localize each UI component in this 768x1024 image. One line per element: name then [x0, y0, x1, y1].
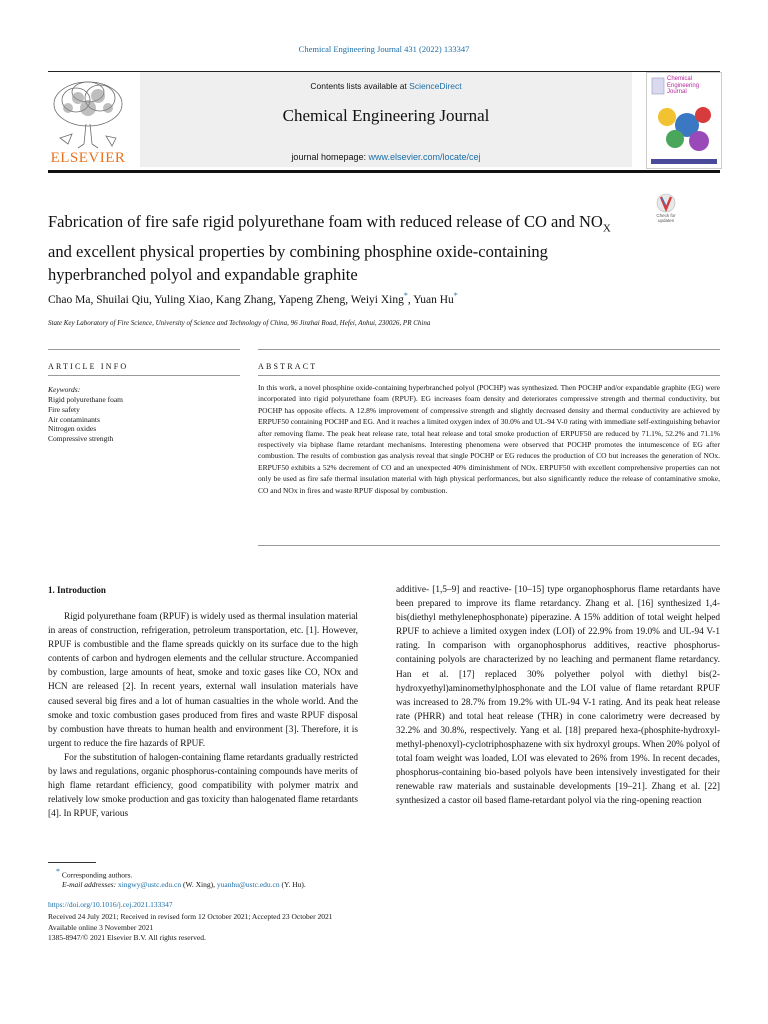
- check-for-updates-label: Check for updates: [656, 213, 676, 223]
- author-list: Chao Ma, Shuilai Qiu, Yuling Xiao, Kang Zhang, Yapeng Zheng, Weiyi Xing*, Yuan Hu*: [48, 291, 458, 306]
- cover-footer-bar: [651, 159, 717, 164]
- email-link-hu[interactable]: yuanhu@ustc.edu.cn: [216, 880, 280, 889]
- cover-title: Chemical Engineering Journal: [667, 76, 700, 95]
- body-column-right: [396, 583, 720, 809]
- keyword-item: Air contaminants: [48, 414, 100, 424]
- email-link-xing[interactable]: xingwy@ustc.edu.cn: [117, 880, 182, 889]
- abstract-heading: ABSTRACT: [258, 362, 318, 371]
- article-info-top-rule: [48, 349, 240, 350]
- corresponding-author-mark[interactable]: *: [453, 291, 458, 300]
- corresponding-author-mark[interactable]: *: [403, 291, 408, 300]
- journal-name: Chemical Engineering Journal: [282, 106, 490, 125]
- body-paragraph: Rigid polyurethane foam (RPUF) is widely used as thermal insulation material in areas of construction, refrigeration, petroleum transportation, etc. [1]. However, RPUF is combustible and the flame spreads quickly on its surface due to the high contents of carbon and hydrogen elements and the cellular structure. Accompanied by combustion, large amounts of heat, smoke and toxic gases like CO, NOx and HCN are released [2]. In recent years, external wall insulation materials have caused several big fires and a lot of human casualties in the whole world. And the smoke and toxic combustion gases produced from fires and waste RPUF disposal by combustion have threats to human health and environment [3]. Therefore, it is urgent to reduce the fire hazards of RPUF.: [48, 612, 358, 749]
- keyword-item: Fire safety: [48, 404, 80, 414]
- article-history: Received 24 July 2021; Received in revised form 12 October 2021; Accepted 23 October 2021 Available online 3 November 2021 1385-8947/© 2021 Elsevier B.V. All rights reserved.: [48, 912, 333, 942]
- article-info-heading: ARTICLE INFO: [48, 362, 129, 371]
- body-paragraph: For the substitution of halogen-containing flame retardants gradually restricted by laws and regulations, organic phosphorus-containing compounds have merits of high flame retardant efficiency, good compatibility with polymer matrix and relatively low smoke production and gas toxicity than halogenated flame retardants [4]. In RPUF, various: [48, 752, 358, 820]
- publisher-name: ELSEVIER: [50, 150, 126, 166]
- footnote-rule: [48, 862, 96, 863]
- contents-available-line: Contents lists available at ScienceDirect: [310, 81, 462, 91]
- author-affiliation: State Key Laboratory of Fire Science, University of Science and Technology of China, 96 Jinzhai Road, Hefei, Anhui, 230026, PR China: [48, 319, 431, 327]
- header-bottom-rule: [48, 170, 720, 173]
- abstract-body: In this work, a novel phosphine oxide-containing hyperbranched polyol (POCHP) was synthesized. Then POCHP and/or expandable graphite (EG) were incorporated into rigid polyurethane foam (RPUF). EG increases foam density and deteriorates compressive strength and thermal conductivity, but POCHP has opposite effects. A 12.8% improvement of compressive strength and slightly decreased density and thermal conductivity are achieved by ERPUF50 containing POCHP and EG. And it reaches a limited oxygen index of 30.0% and UL-94 V-0 rating with immediate self-extinguishing behavior after removing flame. The peak heat release rate, total heat release and total smoke production of ERPUF50 are reduced by 71.1%, 52.2% and 71.1% respectively via biphase flame retardant mechanisms. Interesting phenomena were observed that POCHP promotes the intumescence of EG after combustion. The results of combustion gas analysis reveal that single POCHP or EG reduces the production of CO but increases the generation of NOx. ERPUF50 exhibits a 52% decrement of CO and an unexpected 40% diminishment of NOx. ERPUF50 with excellent comprehensive properties can not only be used as fire safe thermal insulation material with high physical performances, but also significantly reduce the release of contaminative smoke, CO and NOx in fires and waste RPUF disposal by combustion.: [258, 383, 720, 495]
- journal-citation[interactable]: Chemical Engineering Journal 431 (2022) 133347: [298, 44, 470, 54]
- corresponding-authors-note: * Corresponding authors.: [56, 867, 133, 880]
- keywords-list: [48, 395, 238, 444]
- journal-homepage: journal homepage: www.elsevier.com/locate/cej: [291, 152, 481, 162]
- doi-link[interactable]: https://doi.org/10.1016/j.cej.2021.133347: [48, 900, 173, 909]
- email-addresses: E-mail addresses: xingwy@ustc.edu.cn (W. Xing), yuanhu@ustc.edu.cn (Y. Hu).: [62, 880, 306, 889]
- article-info-heading-rule: [48, 375, 240, 376]
- keyword-item: Rigid polyurethane foam: [48, 395, 123, 404]
- abstract-heading-rule: [258, 375, 720, 376]
- abstract-bottom-rule: [258, 545, 720, 546]
- abstract-top-rule: [258, 349, 720, 350]
- body-paragraph: additive- [1,5–9] and reactive- [10–15] type organophosphorus flame retardants have been prepared to improve its flame retardancy. Zhang et al. [16] synthesized 1,4-bis(diethyl methylenephosphonate) piperazine. A 15% addition of total weight helped RPUF to achieve a limited oxygen index (LOI) of 22.9% from 19.0% and UL-94 V-1 rating. In comparison with organophosphorus additives, reactive phosphorus-containing polyols are characterized by no leaching and permanent flame retardancy. Han et al. [17] replaced 30% polyether polyol with diethyl bis(2-hydroxyethyl)aminomethylphosphonate and the LOI value of flame retardant RPUF was increased to 28.7% from 19.2% with UL-94 V-1 rating. And its peak heat release rate (PHRR) and total heat release (THR) in cone calorimetry were decreased by 32.2% and 30.8%, respectively. Yang et al. [18] prepared hexa-(phosphite-hydroxyl-methyl-phenoxyl)-cyclotriphosphazene with six hydroxyl groups. When 20% polyol of total foam weight was loaded, LOI was elevated to 26% from 19%. In recent decades, phosphorus-containing bio-based polyols have been intensively investigated for their renewable raw materials and sustainable developments [19–21]. Zhang et al. [22] synthesized a castor oil based flame-retardant polyol via the ring-opening reaction: [396, 585, 720, 807]
- journal-cover-thumbnail[interactable]: [646, 72, 722, 169]
- keywords-label: Keywords:: [48, 385, 81, 394]
- introduction-heading: 1. Introduction: [48, 585, 106, 595]
- keyword-item: Nitrogen oxides: [48, 424, 97, 434]
- keyword-item: Compressive strength: [48, 434, 114, 444]
- homepage-link[interactable]: www.elsevier.com/locate/cej: [368, 152, 481, 162]
- article-title: Fabrication of fire safe rigid polyurethane foam with reduced release of CO and $NO_X$ and excellent physical properties by combining phosphine oxide-containing hyperbranched polyol and expandable graphite: [48, 212, 611, 285]
- sciencedirect-link[interactable]: ScienceDirect: [409, 81, 462, 91]
- body-column-left: [48, 610, 358, 821]
